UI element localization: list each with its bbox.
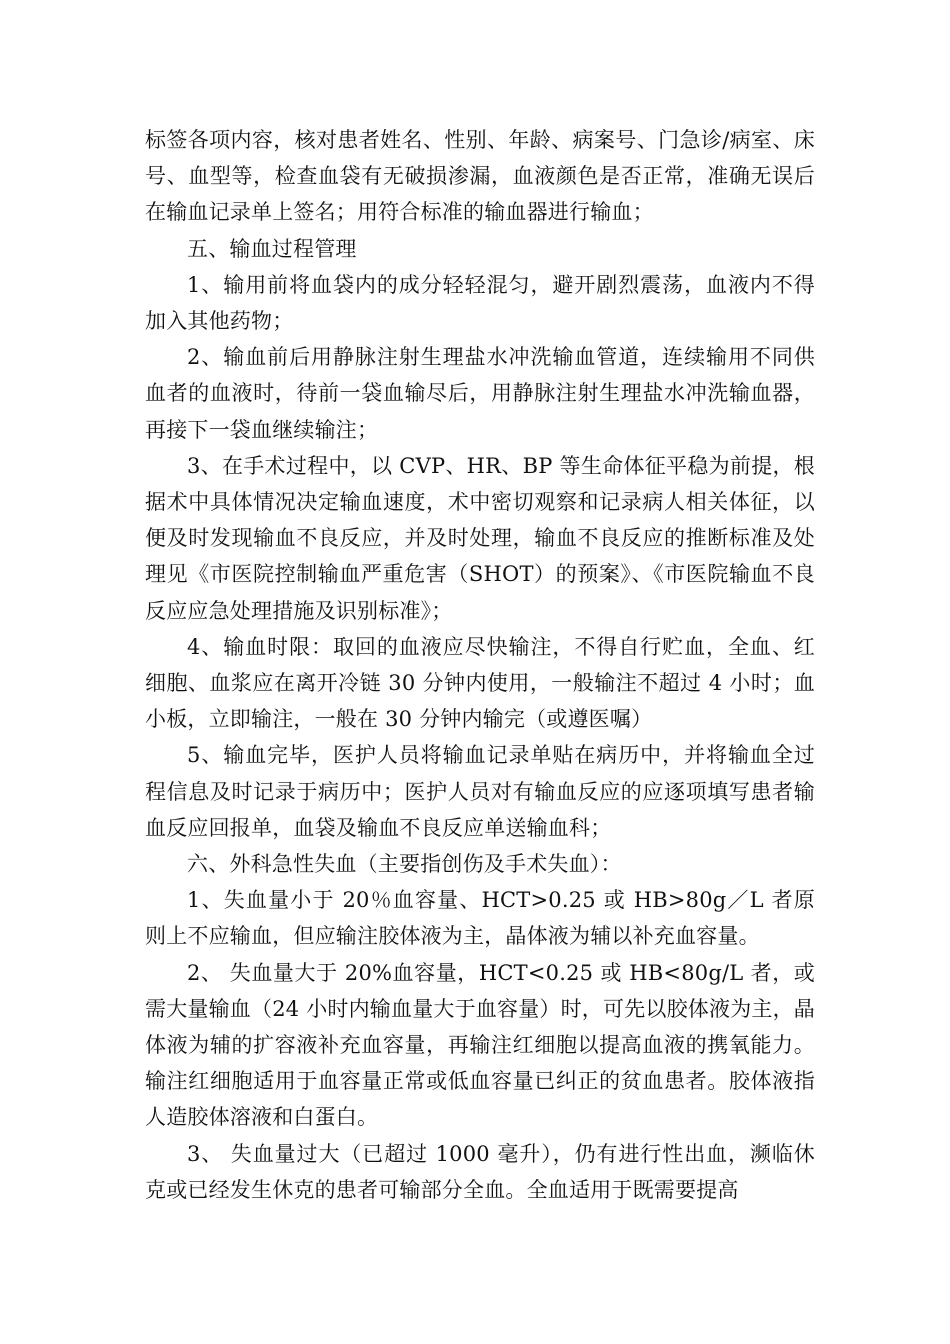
- paragraph-item-4: 4、输血时限：取回的血液应尽快输注，不得自行贮血，全血、红细胞、血浆应在离开冷链 30 分钟内使用，一般输注不超过 4 小时；血小板，立即输注，一般在 30 分钟内输完（或遵医嘱）: [145, 634, 815, 732]
- paragraph-blood-loss-2: 2、 失血量大于 20%血容量，HCT<0.25 或 HB<80g/L 者，或需大量输血（24 小时内输血量大于血容量）时，可先以胶体液为主，晶体液为辅的扩容液补充血容量，再输注红细胞以提高血液的携氧能力。输注红细胞适用于血容量正常或低血容量已纠正的贫血患者。胶体液指人造胶体溶液和白蛋白。: [145, 960, 815, 1130]
- paragraph-continuation: 标签各项内容，核对患者姓名、性别、年龄、病案号、门急诊/病室、床号、血型等，检查血袋有无破损渗漏，血液颜色是否正常，准确无误后在输血记录单上签名；用符合标准的输血器进行输血；: [145, 128, 815, 225]
- paragraph-blood-loss-1: 1、失血量小于 20％血容量、HCT>0.25 或 HB>80g／L 者原则上不应输血，但应输注胶体液为主，晶体液为辅以补充血容量。: [145, 888, 816, 949]
- paragraph-item-3: 3、在手术过程中，以 CVP、HR、BP 等生命体征平稳为前提，根据术中具体情况决定输血速度，术中密切观察和记录病人相关体征，以便及时发现输血不良反应，并及时处理，输血不良反应的推断标准及处理见《市医院控制输血严重危害（SHOT）的预案》、《市医院输血不良反应应急处理措施及识别标准》；: [145, 453, 815, 623]
- section-heading-acute-blood-loss: 六、外科急性失血（主要指创伤及手术失血）：: [187, 852, 622, 877]
- document-body: [145, 122, 815, 1208]
- paragraph-item-5: 5、输血完毕，医护人员将输血记录单贴在病历中，并将输血全过程信息及时记录于病历中；医护人员对有输血反应的应逐项填写患者输血反应回报单，血袋及输血不良反应单送输血科；: [145, 743, 815, 840]
- paragraph-blood-loss-3: 3、 失血量过大（已超过 1000 毫升），仍有进行性出血，濒临休克或已经发生休克的患者可输部分全血。全血适用于既需要提高: [145, 1141, 815, 1202]
- section-heading-transfusion-process: 五、输血过程管理: [187, 236, 357, 261]
- paragraph-item-1: 1、输用前将血袋内的成分轻轻混匀，避开剧烈震荡，血液内不得加入其他药物；: [145, 272, 815, 334]
- paragraph-item-2: 2、输血前后用静脉注射生理盐水冲洗输血管道，连续输用不同供血者的血液时，待前一袋血输尽后，用静脉注射生理盐水冲洗输血器，再接下一袋血继续输注；: [145, 345, 815, 442]
